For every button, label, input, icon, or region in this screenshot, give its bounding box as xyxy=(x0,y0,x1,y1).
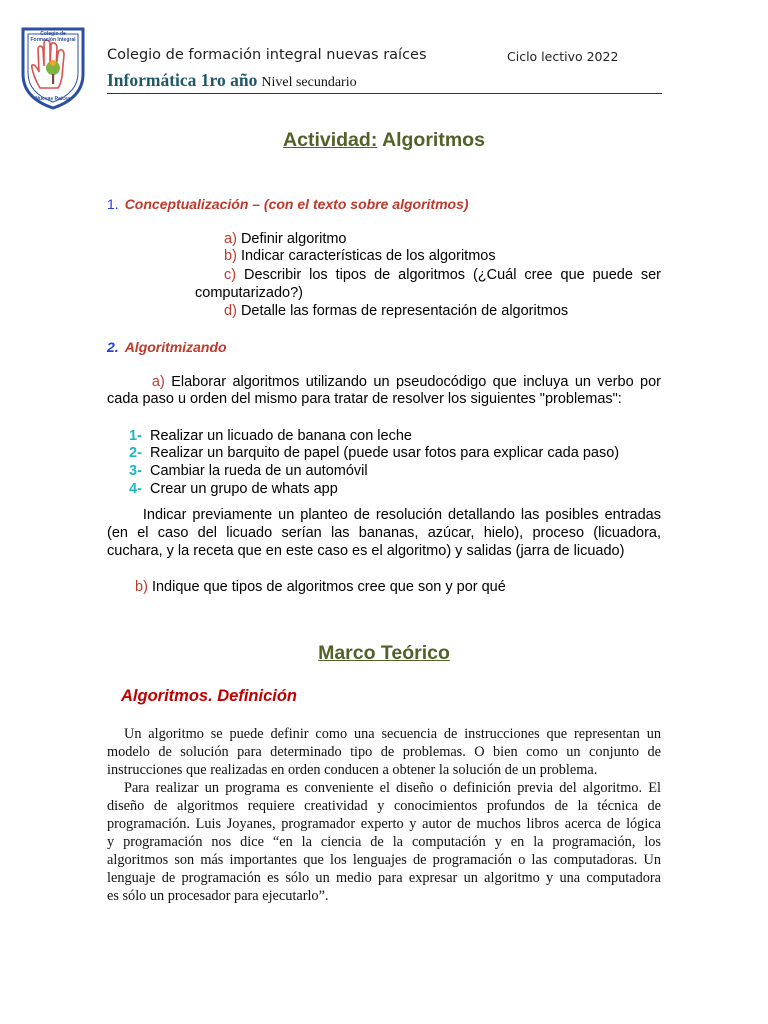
header-divider xyxy=(107,93,662,94)
problem-number: 2- xyxy=(129,445,142,461)
item-text: Describir los tipos de algoritmos (¿Cuál cree que puede ser xyxy=(244,267,661,283)
activity-title-prefix: Actividad: xyxy=(283,129,378,151)
problem-4 xyxy=(129,481,338,497)
theory-title: Marco Teórico xyxy=(318,642,450,664)
p2-line: lenguaje de programación es sólo un medio para expresar un algoritmo y una computadora xyxy=(107,870,661,886)
section-2-a-line1 xyxy=(107,374,661,390)
activity-title xyxy=(0,129,768,152)
item-letter: b) xyxy=(224,248,237,264)
section-1-heading xyxy=(107,196,469,212)
logo-top-text: Colegio de Formación Integral xyxy=(30,31,76,43)
theory-subtitle: Algoritmos. Definición xyxy=(121,687,298,705)
section-1-item-b xyxy=(224,248,496,264)
item-text: Elaborar algoritmos utilizando un pseudocódigo que incluya un verbo por xyxy=(171,374,662,390)
p2-line: programación. Luis Joyanes, programador experto y autor de muchos libros acerca de lógica xyxy=(107,816,661,832)
theory-paragraph-2 xyxy=(107,779,661,905)
problem-number: 3- xyxy=(129,463,142,479)
problem-number: 1- xyxy=(129,428,142,444)
problem-text: Realizar un licuado de banana con leche xyxy=(149,428,412,444)
problem-text: Realizar un barquito de papel (puede usar fotos para explicar cada paso) xyxy=(149,445,620,461)
problem-text: Crear un grupo de whats app xyxy=(149,481,338,497)
item-letter: b) xyxy=(135,579,148,595)
planteo-line3: cuchara, y la receta que en este caso es el algoritmo) y salidas (jarra de licuado) xyxy=(107,543,625,559)
p2-line: diseño de algoritmos requiere creatividad y conocimientos profundos de la técnica de xyxy=(107,798,661,814)
p1-line: Un algoritmo se puede definir como una secuencia de instrucciones que representan un xyxy=(124,726,661,742)
section-1-number: 1. xyxy=(107,196,119,212)
item-letter: a) xyxy=(224,231,237,247)
item-letter: d) xyxy=(224,303,237,319)
section-2-title: Algoritmizando xyxy=(124,339,227,355)
planteo-text-1: Indicar previamente un planteo de resolución detallando las posibles entradas xyxy=(142,507,662,523)
planteo-line2: (en el caso del licuado serían las bananas, azúcar, hielo), proceso (licuadora, xyxy=(107,525,661,541)
p2-line: y programación nos dice “en la ciencia de la computación y en la programación, los xyxy=(107,834,661,850)
section-1-item-a xyxy=(224,231,347,247)
item-letter: a) xyxy=(151,374,165,390)
p2-line: es sólo un procesador para ejecutarlo”. xyxy=(107,888,329,904)
section-1-item-c xyxy=(224,267,661,283)
item-text: Indique que tipos de algoritmos cree que son y por qué xyxy=(151,579,506,595)
section-1-title: Conceptualización – (con el texto sobre algoritmos) xyxy=(124,196,469,212)
problem-text: Cambiar la rueda de un automóvil xyxy=(149,463,368,479)
section-2-heading xyxy=(107,339,227,355)
item-text: Detalle las formas de representación de algoritmos xyxy=(240,303,569,319)
item-text: Definir algoritmo xyxy=(240,231,347,247)
activity-title-rest: Algoritmos xyxy=(377,129,485,151)
problem-3 xyxy=(129,463,368,479)
p2-line: algoritmos son más importantes que los lenguajes de programación o las computadoras. Un xyxy=(107,852,661,868)
p1-line: modelo de solución para determinado tipo de problemas. O bien como un conjunto de xyxy=(107,744,661,760)
school-logo xyxy=(20,26,86,110)
problem-2 xyxy=(129,445,619,461)
theory-paragraph-1 xyxy=(107,725,661,779)
section-1-item-d xyxy=(224,303,568,319)
item-text: Indicar características de los algoritmos xyxy=(240,248,496,264)
planteo-line1 xyxy=(107,507,661,523)
logo-bottom-text: Nuevas Raíces xyxy=(35,96,71,102)
section-1-item-c-cont: computarizado?) xyxy=(195,285,303,301)
problem-1 xyxy=(129,428,412,444)
section-2-item-b xyxy=(135,579,506,595)
problem-number: 4- xyxy=(129,481,142,497)
p1-line: instrucciones que realizadas en orden conducen a obtener la solución de un problema. xyxy=(107,762,598,778)
school-cycle: Ciclo lectivo 2022 xyxy=(507,49,619,64)
subject-level: Nivel secundario xyxy=(261,75,357,90)
subject-name: Informática 1ro año xyxy=(107,70,258,90)
section-2-number: 2. xyxy=(107,339,119,355)
section-2-a-line2: cada paso u orden del mismo para tratar de resolver los siguientes "problemas": xyxy=(107,391,622,407)
subject-line xyxy=(107,70,357,91)
p2-line: Para realizar un programa es conveniente el diseño o definición previa del algoritmo. El xyxy=(124,780,661,796)
school-name: Colegio de formación integral nuevas raíces xyxy=(107,47,427,63)
item-letter: c) xyxy=(224,267,237,283)
